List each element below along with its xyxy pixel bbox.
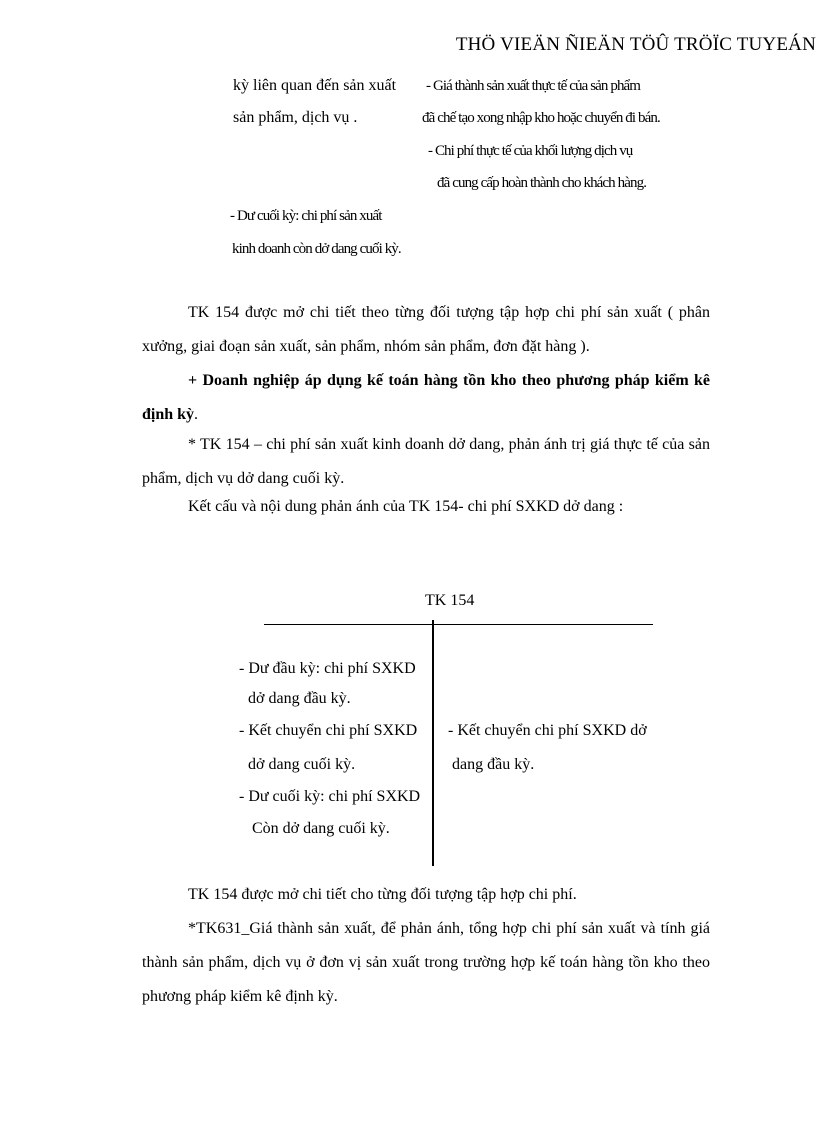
method-heading-text: + Doanh nghiệp áp dụng kế toán hàng tồn kho theo phương pháp kiểm kê định kỳ: [142, 372, 710, 423]
t-debit-line-4: dở dang cuối kỳ.: [248, 756, 356, 773]
debit-line-2: sản phẩm, dịch vụ .: [233, 109, 358, 126]
balance-line-1: - Dư cuối kỳ: chi phí sản xuất: [230, 208, 382, 224]
credit-line-1: - Giá thành sản xuất thực tế của sản phẩm: [426, 78, 641, 94]
page-header: THÖ VIEÄN ÑIEÄN TÖÛ TRÖÏC TUYEÁN: [455, 34, 816, 55]
method-heading-period: .: [194, 406, 199, 423]
paragraph-structure-intro: Kết cấu và nội dung phản ánh của TK 154- chi phí SXKD dở dang :: [188, 498, 624, 515]
t-debit-line-5: - Dư cuối kỳ: chi phí SXKD: [239, 788, 421, 805]
t-debit-line-2: dở dang đầu kỳ.: [248, 690, 351, 707]
t-account-title: TK 154: [425, 592, 475, 609]
credit-line-3: - Chi phí thực tế của khối lượng dịch vụ: [428, 143, 633, 159]
paragraph-method-heading: [142, 364, 710, 432]
debit-line-1: kỳ liên quan đến sản xuất: [233, 77, 397, 94]
credit-line-4: đã cung cấp hoàn thành cho khách hàng.: [437, 175, 647, 191]
t-credit-line-1: - Kết chuyển chi phí SXKD dở: [448, 722, 647, 739]
balance-line-2: kinh doanh còn dở dang cuối kỳ.: [232, 241, 401, 257]
t-account-vertical-line: [432, 620, 434, 866]
credit-line-2: đã chế tạo xong nhập kho hoặc chuyển đi bán.: [422, 110, 660, 126]
t-account-horizontal-line: [264, 624, 653, 625]
t-credit-line-2: dang đầu kỳ.: [452, 756, 535, 773]
paragraph-tk154-detail: TK 154 được mở chi tiết theo từng đối tượng tập hợp chi phí sản xuất ( phân xưởng, giai đoạn sản xuất, sản phẩm, nhóm sản phẩm, đơn đặt hàng ).: [142, 304, 710, 355]
t-debit-line-1: - Dư đầu kỳ: chi phí SXKD: [239, 660, 416, 677]
t-debit-line-6: Còn dở dang cuối kỳ.: [252, 820, 390, 837]
paragraph-tk154-definition: * TK 154 – chi phí sản xuất kinh doanh dở dang, phản ánh trị giá thực tế của sản phẩm, dịch vụ dở dang cuối kỳ.: [142, 436, 710, 487]
t-debit-line-3: - Kết chuyển chi phí SXKD: [239, 722, 418, 739]
paragraph-tk631: *TK631_Giá thành sản xuất, để phản ánh, tổng hợp chi phí sản xuất và tính giá thành sản phẩm, dịch vụ ở đơn vị sản xuất trong trường hợp kế toán hàng tồn kho theo phương pháp kiểm kê định kỳ.: [142, 920, 710, 1005]
paragraph-tk154-objects: TK 154 được mở chi tiết cho từng đối tượng tập hợp chi phí.: [188, 886, 577, 903]
